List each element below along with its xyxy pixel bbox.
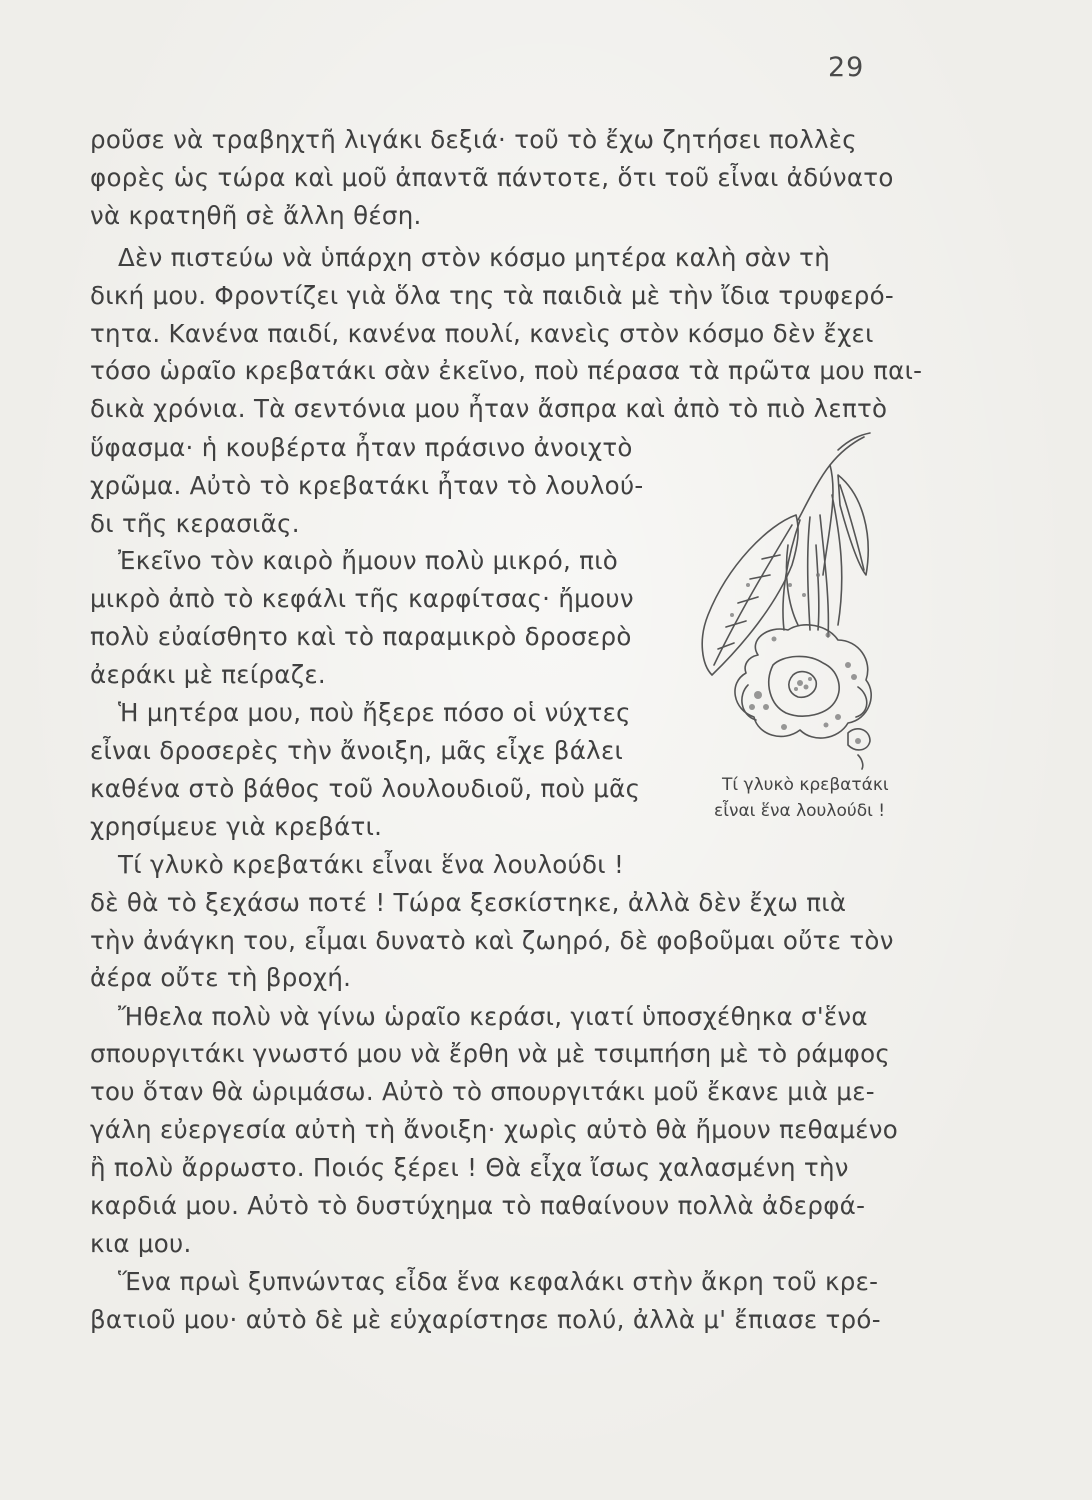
text-line: Ἡ μητέρα μου, ποὺ ἤξερε πόσο οἱ νύχτες bbox=[118, 698, 631, 727]
text-line: ἢ πολὺ ἄρρωστο. Ποιός ξέρει ! Θὰ εἶχα ἴσως χαλασμένη τὴν bbox=[90, 1153, 849, 1182]
text-line: μικρὸ ἀπὸ τὸ κεφάλι τῆς καρφίτσας· ἤμουν bbox=[90, 584, 634, 613]
text-line: δι τῆς κερασιᾶς. bbox=[90, 509, 300, 538]
text-line: γάλη εὐεργεσία αὐτὴ τὴ ἄνοιξη· χωρὶς αὐτὸ θὰ ἤμουν πεθαμένο bbox=[90, 1115, 899, 1144]
text-line: δὲ θὰ τὸ ξεχάσω ποτέ ! Τώρα ξεσκίστηκε, ἀλλὰ δὲν ἔχω πιὰ bbox=[90, 888, 847, 917]
text-line: δικὰ χρόνια. Τὰ σεντόνια μου ἦταν ἄσπρα καὶ ἀπὸ τὸ πιὸ λεπτὸ bbox=[90, 394, 888, 423]
cherry-blossom-illustration-icon bbox=[688, 425, 888, 770]
text-line: χρησίμευε γιὰ κρεβάτι. bbox=[90, 812, 383, 841]
text-line: τόσο ὡραῖο κρεβατάκι σὰν ἐκεῖνο, ποὺ πέρασα τὰ πρῶτα μου παι- bbox=[90, 356, 923, 385]
text-line: ἀεράκι μὲ πείραζε. bbox=[90, 660, 326, 689]
text-line: καθένα στὸ βάθος τοῦ λουλουδιοῦ, ποὺ μᾶς bbox=[90, 774, 641, 803]
text-line: δική μου. Φροντίζει γιὰ ὅλα της τὰ παιδιὰ μὲ τὴν ἴδια τρυφερό- bbox=[90, 281, 894, 310]
text-line: βατιοῦ μου· αὐτὸ δὲ μὲ εὐχαρίστησε πολύ, ἀλλὰ μ' ἔπιασε τρό- bbox=[90, 1305, 881, 1334]
text-line: ἀέρα οὔτε τὴ βροχή. bbox=[90, 963, 352, 992]
text-line: σπουργιτάκι γνωστό μου νὰ ἔρθη νὰ μὲ τσιμπήση μὲ τὸ ράμφος bbox=[90, 1039, 891, 1068]
text-line: Ἤθελα πολὺ νὰ γίνω ὡραῖο κεράσι, γιατί ὑποσχέθηκα σ'ἕνα bbox=[118, 1002, 868, 1031]
text-line: φορὲς ὡς τώρα καὶ μοῦ ἀπαντᾶ πάντοτε, ὅτι τοῦ εἶναι ἀδύνατο bbox=[90, 163, 894, 192]
text-line: ροῦσε νὰ τραβηχτῆ λιγάκι δεξιά· τοῦ τὸ ἔχω ζητήσει πολλὲς bbox=[90, 125, 857, 154]
text-line: Ἕνα πρωὶ ξυπνώντας εἶδα ἕνα κεφαλάκι στὴν ἄκρη τοῦ κρε- bbox=[118, 1267, 879, 1296]
text-line: τὴν ἀνάγκη του, εἶμαι δυνατὸ καὶ ζωηρό, δὲ φοβοῦμαι οὔτε τὸν bbox=[90, 926, 894, 955]
text-line: ὕφασμα· ἡ κουβέρτα ἦταν πράσινο ἀνοιχτὸ bbox=[90, 433, 633, 462]
text-line: κια μου. bbox=[90, 1229, 192, 1258]
text-line: πολὺ εὐαίσθητο καὶ τὸ παραμικρὸ δροσερὸ bbox=[90, 622, 632, 651]
illustration-caption-line: εἶναι ἕνα λουλούδι ! bbox=[714, 801, 886, 821]
text-line: τητα. Κανένα παιδί, κανένα πουλί, κανεὶς στὸν κόσμο δὲν ἔχει bbox=[90, 319, 874, 348]
text-line: εἶναι δροσερὲς τὴν ἄνοιξη, μᾶς εἶχε βάλει bbox=[90, 736, 624, 765]
text-line: χρῶμα. Αὐτὸ τὸ κρεβατάκι ἦταν τὸ λουλού- bbox=[90, 471, 644, 500]
text-line: νὰ κρατηθῆ σὲ ἄλλη θέση. bbox=[90, 201, 422, 230]
text-line: Τί γλυκὸ κρεβατάκι εἶναι ἕνα λουλούδι ! bbox=[118, 850, 625, 879]
page-number: 29 bbox=[828, 52, 865, 83]
text-line: καρδιά μου. Αὐτὸ τὸ δυστύχημα τὸ παθαίνουν πολλὰ ἀδερφά- bbox=[90, 1191, 866, 1220]
illustration-caption-line: Τί γλυκὸ κρεβατάκι bbox=[722, 775, 889, 795]
text-line: Δὲν πιστεύω νὰ ὑπάρχη στὸν κόσμο μητέρα καλὴ σὰν τὴ bbox=[118, 243, 831, 272]
text-line: του ὅταν θὰ ὡριμάσω. Αὐτὸ τὸ σπουργιτάκι μοῦ ἔκανε μιὰ με- bbox=[90, 1077, 875, 1106]
text-line: Ἐκεῖνο τὸν καιρὸ ἤμουν πολὺ μικρό, πιὸ bbox=[118, 546, 619, 575]
